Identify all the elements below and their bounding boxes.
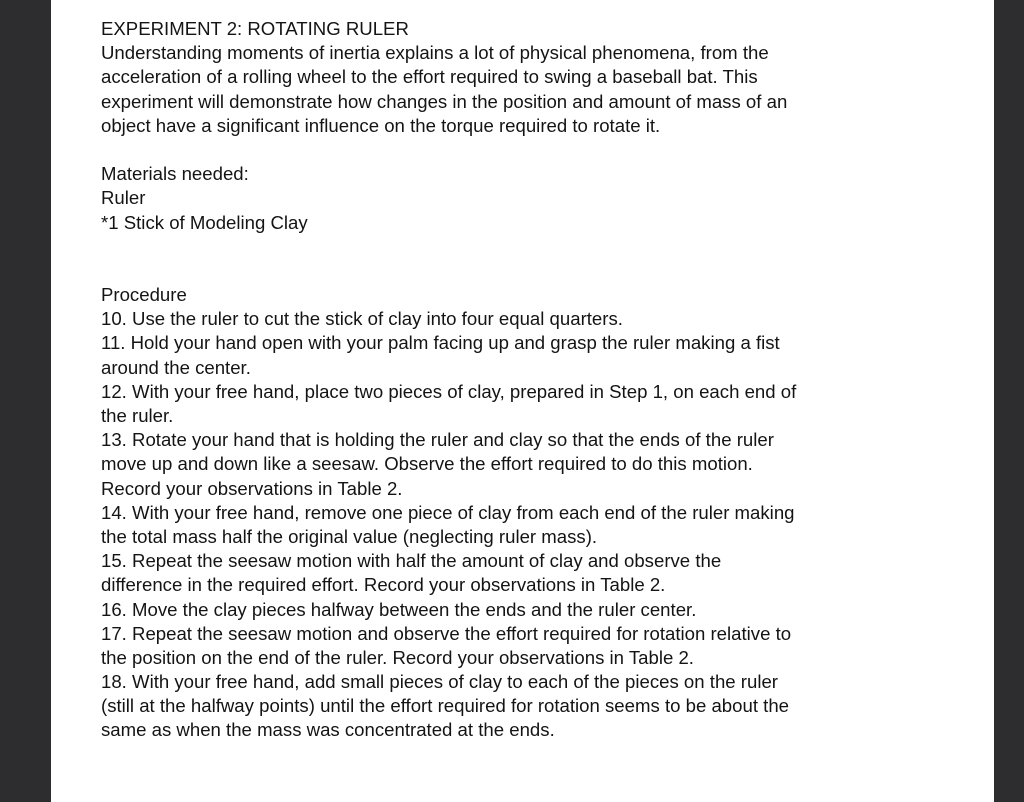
procedure-step [101,380,881,428]
document-page [51,0,994,802]
step-line: the ruler. [101,405,174,427]
step-line: 13. Rotate your hand that is holding the ruler and clay so that the ends of the ruler [101,429,774,451]
intro-line: Understanding moments of inertia explains a lot of physical phenomena, from the [101,42,769,64]
step-line: 11. Hold your hand open with your palm facing up and grasp the ruler making a fist [101,332,780,354]
step-line: 12. With your free hand, place two pieces of clay, prepared in Step 1, on each end of [101,380,797,402]
step-line: the total mass half the original value (neglecting ruler mass). [101,525,598,547]
intro-line: experiment will demonstrate how changes in the position and amount of mass of an [101,90,788,112]
material-item: Ruler [101,187,146,209]
procedure-step [101,549,881,597]
procedure-step [101,307,881,331]
procedure-step [101,428,881,501]
intro-paragraph [101,41,881,138]
procedure-step [101,331,881,379]
step-line: same as when the mass was concentrated at the ends. [101,719,555,741]
materials-heading: Materials needed: [101,163,249,185]
step-line: difference in the required effort. Record your observations in Table 2. [101,574,666,596]
materials-section [101,162,881,235]
step-line: the position on the end of the ruler. Record your observations in Table 2. [101,646,694,668]
intro-line: object have a significant influence on the torque required to rotate it. [101,114,661,136]
step-line: 17. Repeat the seesaw motion and observe the effort required for rotation relative to [101,622,792,644]
step-line: 18. With your free hand, add small pieces of clay to each of the pieces on the ruler [101,671,778,693]
experiment-title: EXPERIMENT 2: ROTATING RULER [101,18,409,39]
step-line: 15. Repeat the seesaw motion with half the amount of clay and observe the [101,550,722,572]
procedure-heading: Procedure [101,284,187,306]
procedure-step [101,670,881,743]
intro-line: acceleration of a rolling wheel to the effort required to swing a baseball bat. This [101,66,758,88]
procedure-section [101,283,881,743]
step-line: (still at the halfway points) until the effort required for rotation seems to be about the [101,695,790,717]
procedure-step [101,598,881,622]
spacer [101,235,881,283]
procedure-step [101,501,881,549]
spacer [101,138,881,162]
procedure-step [101,622,881,670]
document-content [101,17,881,743]
step-line: move up and down like a seesaw. Observe the effort required to do this motion. [101,453,753,475]
step-line: 16. Move the clay pieces halfway between the ends and the ruler center. [101,598,697,620]
material-item: *1 Stick of Modeling Clay [101,211,308,233]
step-line: Record your observations in Table 2. [101,477,403,499]
step-line: 10. Use the ruler to cut the stick of clay into four equal quarters. [101,308,623,330]
step-line: around the center. [101,356,251,378]
step-line: 14. With your free hand, remove one piece of clay from each end of the ruler making [101,501,795,523]
